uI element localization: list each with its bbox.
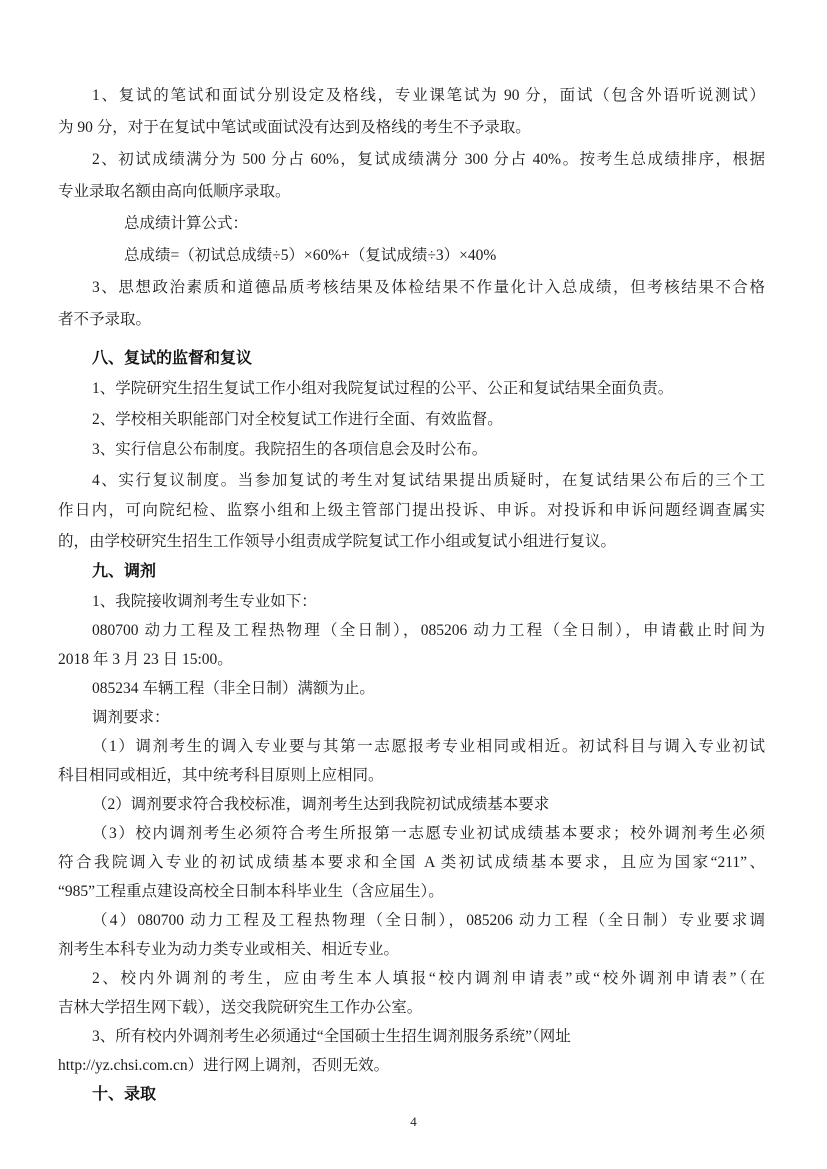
text-line: 吉林大学招生网下载），送交我院研究生工作办公室。 — [58, 999, 423, 1016]
text-line: 调剂要求： — [92, 709, 170, 726]
text-line: （2）调剂要求符合我校标准，调剂考生达到我院初试成绩基本要求 — [92, 796, 550, 813]
document-content — [58, 80, 765, 1110]
text-line: 1、复试的笔试和面试分别设定及格线，专业课笔试为 90 分，面试（包含外语听说测试） — [92, 87, 765, 104]
text-line: 080700 动力工程及工程热物理（全日制），085206 动力工程（全日制），申请截止时间为 — [92, 622, 765, 639]
section-adjustment — [58, 557, 765, 1080]
text-line: 2、初试成绩满分为 500 分占 60%，复试成绩满分 300 分占 40%。按考生总成绩排序，根据 — [92, 151, 765, 168]
text-line: （3）校内调剂考生必须符合考生所报第一志愿专业初试成绩基本要求；校外调剂考生必须 — [92, 825, 765, 842]
text-line: 1、我院接收调剂考生专业如下： — [92, 593, 317, 610]
text-line: 作日内，可向院纪检、监察小组和上级主管部门提出投诉、申诉。对投诉和申诉问题经调查属实 — [58, 502, 765, 519]
section-heading-adjustment: 九、调剂 — [92, 563, 157, 580]
text-line: http://yz.chsi.com.cn）进行网上调剂，否则无效。 — [58, 1057, 390, 1074]
text-line: （1）调剂考生的调入专业要与其第一志愿报考专业相同或相近。初试科目与调入专业初试 — [92, 738, 765, 755]
text-line: 总成绩计算公式： — [124, 215, 249, 232]
text-line: 2018 年 3 月 23 日 15:00。 — [58, 651, 233, 668]
text-line: 者不予录取。 — [58, 311, 152, 328]
section-heading-supervision-review: 八、复试的监督和复议 — [92, 350, 253, 367]
section-admission — [58, 1080, 765, 1110]
text-line: 3、思想政治素质和道德品质考核结果及体检结果不作量化计入总成绩，但考核结果不合格 — [92, 279, 765, 296]
section-supervision-review — [58, 344, 765, 557]
section-heading-admission: 十、录取 — [92, 1086, 157, 1103]
text-line: 2、校内外调剂的考生，应由考生本人填报“校内调剂申请表”或“校外调剂申请表”（在 — [92, 970, 765, 987]
text-line: 科目相同或相近，其中统考科目原则上应相同。 — [58, 767, 384, 784]
text-line: 2、学校相关职能部门对全校复试工作进行全面、有效监督。 — [92, 410, 503, 428]
text-line: （4）080700 动力工程及工程热物理（全日制），085206 动力工程（全日制）专业要求调 — [92, 912, 765, 929]
text-line: 专业录取名额由高向低顺序录取。 — [58, 183, 291, 200]
page-number: 4 — [410, 1114, 417, 1129]
text-line: “985”工程重点建设高校全日制本科毕业生（含应届生）。 — [58, 883, 444, 900]
text-line: 的，由学校研究生招生工作领导小组责成学院复试工作小组或复试小组进行复议。 — [58, 532, 617, 550]
text-line: 085234 车辆工程（非全日制）满额为止。 — [92, 680, 375, 697]
text-line: 1、学院研究生招生复试工作小组对我院复试过程的公平、公正和复试结果全面负责。 — [92, 380, 674, 397]
text-line: 3、所有校内外调剂考生必须通过“全国硕士生招生调剂服务系统”（网址 — [92, 1028, 571, 1045]
text-line: 3、实行信息公布制度。我院招生的各项信息会及时公布。 — [92, 441, 488, 458]
text-line: 4、实行复议制度。当参加复试的考生对复试结果提出质疑时，在复试结果公布后的三个工 — [92, 471, 765, 489]
text-line: 符合我院调入专业的初试成绩基本要求和全国 A 类初试成绩基本要求，且应为国家“211”、 — [58, 854, 765, 871]
text-line: 为 90 分，对于在复试中笔试或面试没有达到及格线的考生不予录取。 — [58, 119, 531, 136]
section-scoring-rules — [58, 80, 765, 336]
text-line: 总成绩=（初试总成绩÷5）×60%+（复试成绩÷3）×40% — [124, 247, 497, 264]
text-line: 剂考生本科专业为动力类专业或相关、相近专业。 — [58, 941, 400, 958]
